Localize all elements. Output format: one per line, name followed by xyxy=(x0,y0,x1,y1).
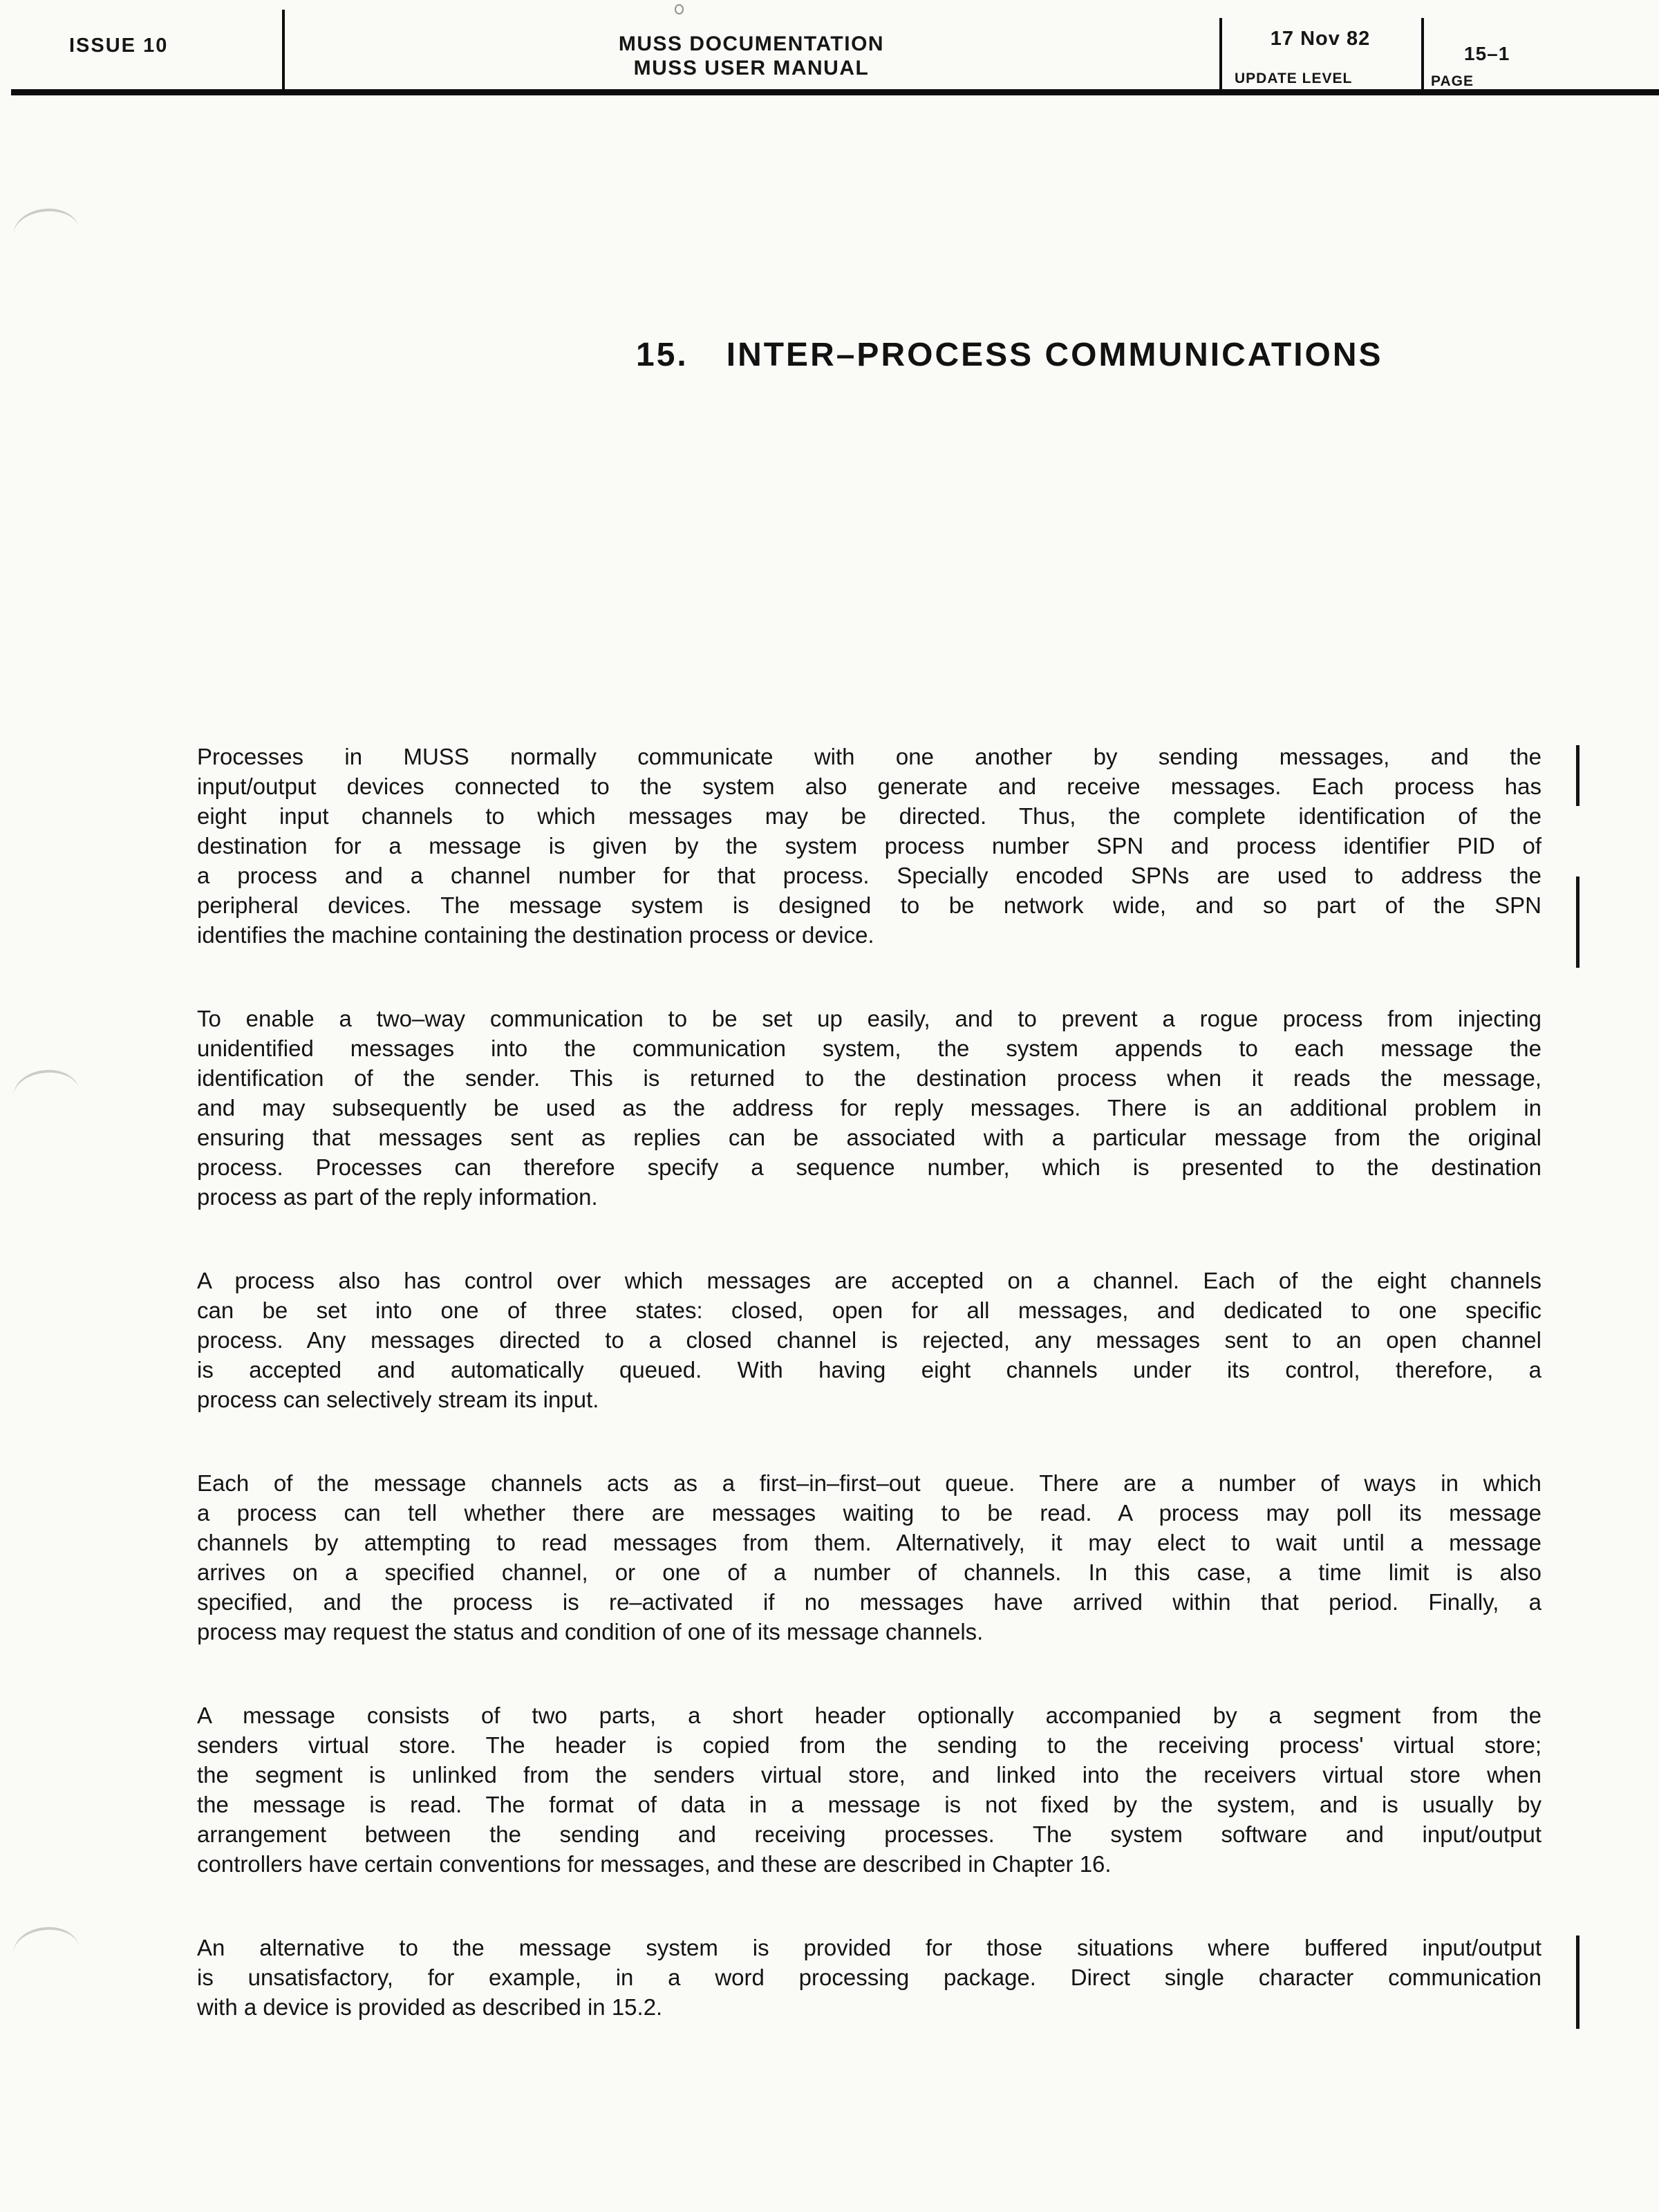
paragraph xyxy=(197,742,1541,950)
header-divider-update xyxy=(1219,18,1222,91)
scan-dot-artifact xyxy=(675,4,684,15)
text-line: the message is read. The format of data in a message is not fixed by the system, and is usually by xyxy=(197,1792,1541,1817)
text-line: To enable a two–way communication to be set up easily, and to prevent a rogue process from injecting xyxy=(197,1006,1541,1031)
text-line: Processes in MUSS normally communicate with one another by sending messages, and the xyxy=(197,744,1541,769)
text-line: controllers have certain conventions for messages, and these are described in Chapter 16. xyxy=(197,1851,1112,1877)
update-level-label: UPDATE LEVEL xyxy=(1235,71,1353,86)
text-line: a process can tell whether there are messages waiting to be read. A process may poll its message xyxy=(197,1500,1541,1526)
doc-title-line1: MUSS DOCUMENTATION xyxy=(618,32,885,55)
text-line: channels by attempting to read messages from them. Alternatively, it may elect to wait until a message xyxy=(197,1530,1541,1555)
text-line: process may request the status and condition of one of its message channels. xyxy=(197,1619,984,1644)
change-bar xyxy=(1576,877,1580,968)
chapter-title xyxy=(636,336,1383,374)
scan-arc-artifact xyxy=(11,1067,79,1100)
issue-label: ISSUE 10 xyxy=(69,35,169,57)
text-line: A message consists of two parts, a short header optionally accompanied by a segment from the xyxy=(197,1703,1541,1728)
text-line: and may subsequently be used as the address for reply messages. There is an additional problem in xyxy=(197,1095,1541,1121)
scan-arc-artifact xyxy=(11,205,79,238)
chapter-title-text: INTER–PROCESS COMMUNICATIONS xyxy=(726,337,1383,373)
text-line: identification of the sender. This is returned to the destination process when it reads the message, xyxy=(197,1065,1541,1091)
text-line: ensuring that messages sent as replies can be associated with a particular message from the original xyxy=(197,1125,1541,1150)
text-line: arrangement between the sending and receiving processes. The system software and input/output xyxy=(197,1821,1541,1847)
text-line: A process also has control over which messages are accepted on a channel. Each of the eight channels xyxy=(197,1268,1541,1293)
doc-title-line2: MUSS USER MANUAL xyxy=(633,57,870,79)
text-line: a process and a channel number for that process. Specially encoded SPNs are used to address the xyxy=(197,863,1541,888)
paragraph xyxy=(197,1933,1541,2022)
text-line: unidentified messages into the communication system, the system appends to each message the xyxy=(197,1035,1541,1061)
text-line: process as part of the reply information. xyxy=(197,1184,598,1210)
text-line: Each of the message channels acts as a first–in–first–out queue. There are a number of ways in which xyxy=(197,1470,1541,1496)
text-line: with a device is provided as described in 15.2. xyxy=(197,1994,663,2020)
text-line: the segment is unlinked from the senders virtual store, and linked into the receivers virtual store when xyxy=(197,1762,1541,1788)
scan-arc-artifact xyxy=(11,1924,79,1957)
page-number-label: PAGE xyxy=(1431,73,1474,89)
text-line: arrives on a specified channel, or one of a number of channels. In this case, a time limit is also xyxy=(197,1559,1541,1585)
doc-title xyxy=(283,32,1219,80)
page-number-value: 15–1 xyxy=(1464,43,1510,64)
header-rule xyxy=(11,89,1659,95)
change-bar xyxy=(1576,745,1580,806)
text-line: is accepted and automatically queued. With having eight channels under its control, therefore, a xyxy=(197,1357,1541,1382)
paragraph xyxy=(197,1468,1541,1647)
text-line: An alternative to the message system is provided for those situations where buffered input/output xyxy=(197,1935,1541,1960)
text-line: process can selectively stream its input. xyxy=(197,1387,599,1412)
header-divider-left xyxy=(282,10,285,91)
text-line: is unsatisfactory, for example, in a word processing package. Direct single character communication xyxy=(197,1965,1541,1990)
text-line: destination for a message is given by the system process number SPN and process identifier PID of xyxy=(197,833,1541,859)
text-line: senders virtual store. The header is copied from the sending to the receiving process' virtual store; xyxy=(197,1732,1541,1758)
header-divider-page xyxy=(1421,18,1424,91)
text-line: identifies the machine containing the destination process or device. xyxy=(197,922,874,948)
text-line: can be set into one of three states: closed, open for all messages, and dedicated to one specific xyxy=(197,1297,1541,1323)
text-line: process. Any messages directed to a closed channel is rejected, any messages sent to an open channel xyxy=(197,1327,1541,1353)
update-level-value: 17 Nov 82 xyxy=(1270,28,1371,50)
text-line: eight input channels to which messages may be directed. Thus, the complete identification of the xyxy=(197,803,1541,829)
text-line: specified, and the process is re–activated if no messages have arrived within that period. Finally, a xyxy=(197,1589,1541,1615)
paragraph xyxy=(197,1004,1541,1212)
text-line: input/output devices connected to the system also generate and receive messages. Each process has xyxy=(197,774,1541,799)
text-line: process. Processes can therefore specify a sequence number, which is presented to the destination xyxy=(197,1154,1541,1180)
text-line: peripheral devices. The message system is designed to be network wide, and so part of the SPN xyxy=(197,892,1541,918)
body-text xyxy=(197,742,1541,2076)
paragraph xyxy=(197,1266,1541,1414)
paragraph xyxy=(197,1700,1541,1879)
chapter-number: 15. xyxy=(636,337,688,373)
change-bar xyxy=(1576,1936,1580,2029)
